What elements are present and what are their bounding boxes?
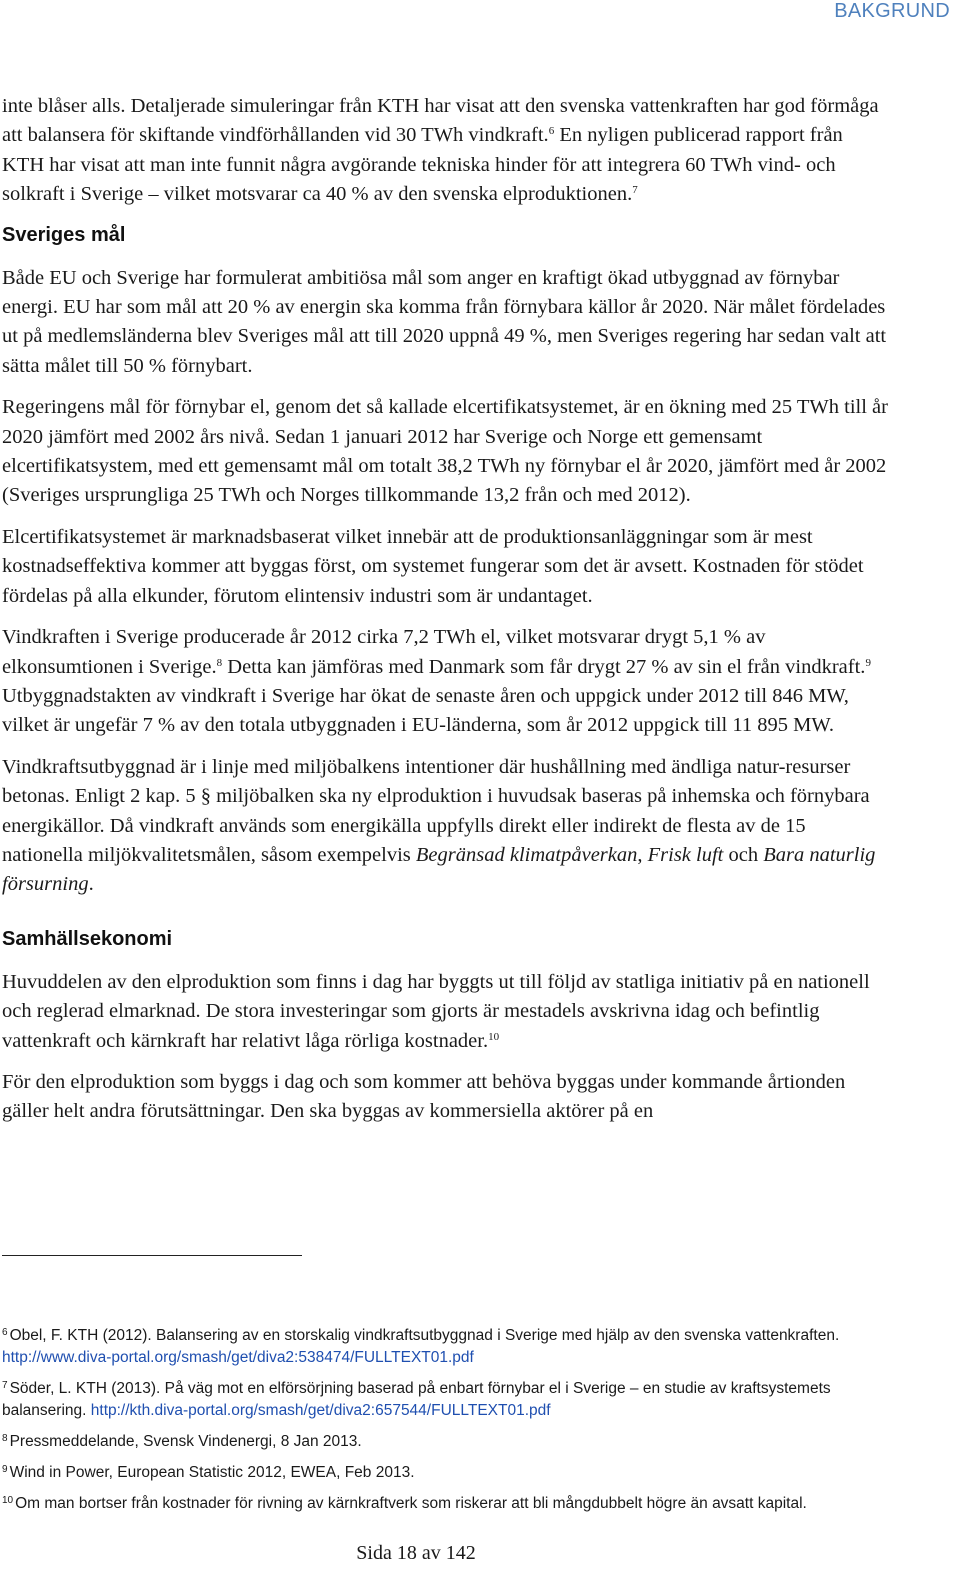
footnote-text: Söder, L. KTH (2013). På väg mot en elförsörjning baserad på enbart förnybar el i Sverige – en studie av kraftsystemets balansering. (2, 1380, 831, 1419)
wind-text-3: Utbyggnadstakten av vindkraft i Sverige har ökat de senaste åren och uppgick under 2012 till 846 MW, vilket är ungefär 7 % av den totala utbyggnaden i EU-länderna, som år 2012 uppgick till 11 895 MW. (2, 684, 849, 737)
footnote-divider (2, 1255, 302, 1256)
footnote-text: Om man bortser från kostnader för rivning av kärnkraftverk som riskerar att bli mångdubbelt högre än avsatt kapital. (15, 1495, 807, 1512)
footnote-number: 10 (2, 1495, 14, 1506)
footnote-ref-10[interactable]: 10 (488, 1030, 500, 1043)
intro-text-1: inte blåser alls. Detaljerade simuleringar från KTH har visat att den svenska vattenkraften har god förmåga att balansera för skiftande vindförhållanden vid 30 TWh vindkraft. (2, 95, 879, 147)
footnote-ref-9[interactable]: 9 (865, 656, 871, 669)
goal-separator-1: , (637, 843, 648, 866)
intro-text-2: En nyligen publicerad rapport från KTH har visat att man inte funnit några avgörande tekniska hinder för att integrera 60 TWh vind- och solkraft i Sverige – vilket motsvarar ca 40 % av den svenska elproduktionen. (2, 124, 843, 206)
goals-paragraph-1: Både EU och Sverige har formulerat ambitiösa mål som anger en kraftigt ökad utbyggnad av förnybar energi. EU har som mål att 20 % av energin ska komma från förnybara källor år 2020. När målet fördelades ut på medlemsländerna blev Sveriges mål att till 2020 uppnå 49 %, men Sveriges regering har sedan valt att sätta målet till 50 % förnybart. (2, 266, 887, 377)
goals-paragraph-4 (2, 623, 890, 741)
footnote-link[interactable]: http://www.diva-portal.org/smash/get/diva2:538474/FULLTEXT01.pdf (2, 1349, 474, 1366)
econ-paragraph-1 (2, 968, 890, 1056)
footnote-7 (2, 1375, 892, 1422)
footnote-6 (2, 1322, 892, 1369)
page-number: Sida 18 av 142 (356, 1542, 476, 1564)
wind-text-2: Detta kan jämföras med Danmark som får drygt 27 % av sin el från vindkraft. (222, 655, 866, 678)
goal-separator-2: och (723, 843, 764, 866)
footnote-number: 7 (2, 1380, 8, 1391)
main-content (2, 92, 890, 1139)
footnote-10 (2, 1490, 892, 1515)
footnotes (2, 1322, 892, 1521)
heading-samhallsekonomi: Samhällsekonomi (2, 927, 173, 950)
footnote-number: 6 (2, 1327, 8, 1338)
goal-frisk-luft: Frisk luft (647, 843, 724, 866)
econ-text-1: Huvuddelen av den elproduktion som finns i dag har byggts ut till följd av statliga initiativ på en nationell och reglerad elmarknad. De stora investeringar som gjorts är mestadels avskrivna idag och befintlig vattenkraft och kärnkraft har relativt låga rörliga kostnader. (2, 970, 870, 1052)
footnote-number: 8 (2, 1433, 8, 1444)
goal-forsurning: Bara naturlig försurning (2, 843, 876, 896)
footnote-link[interactable]: http://kth.diva-portal.org/smash/get/diva2:657544/FULLTEXT01.pdf (90, 1402, 551, 1419)
goals-paragraph-3: Elcertifikatsystemet är marknadsbaserat vilket innebär att de produktionsanläggningar som är mest kostnadseffektiva kommer att byggas först, om systemet fungerar som det är avsett. Kostnaden för stödet fördelas på alla elkunder, förutom elintensiv industri som är undantaget. (2, 525, 864, 607)
env-text: Vindkraftsutbyggnad är i linje med miljöbalkens intentioner där hushållning med ändliga natur-resurser betonas. Enligt 2 kap. 5 § miljöbalken ska ny elproduktion i huvudsak baseras på inhemska och förnybara energikällor. Då vindkraft används som energikälla uppfylls direkt eller indirekt de flesta av de 15 nationella miljökvalitetsmålen, såsom exempelvis (2, 755, 870, 866)
goals-paragraph-2: Regeringens mål för förnybar el, genom det så kallade elcertifikatsystemet, är en ökning med 25 TWh till år 2020 jämfört med 2002 års nivå. Sedan 1 januari 2012 har Sverige och Norge ett gemensamt elcertifikatsystem, med ett gemensamt mål om totalt 38,2 TWh ny förnybar el år 2020, jämfört med år 2002 (Sveriges ursprungliga 25 TWh och Norges tillkommande 13,2 från och med 2012). (2, 396, 888, 507)
footnote-ref-8[interactable]: 8 (216, 656, 223, 669)
footnote-ref-6[interactable]: 6 (548, 125, 555, 138)
footnote-text: Pressmeddelande, Svensk Vindenergi, 8 Jan 2013. (9, 1433, 362, 1450)
goal-begransad: Begränsad klimatpåverkan (415, 843, 638, 866)
footnote-ref-7[interactable]: 7 (632, 184, 638, 197)
econ-paragraph-2: För den elproduktion som byggs i dag och som kommer att behöva byggas under kommande årtionden gäller helt andra förutsättningar. Den ska byggas av kommersiella aktörer på en (2, 1070, 846, 1123)
footnote-9 (2, 1459, 892, 1484)
goals-paragraph-5 (2, 753, 890, 900)
heading-sveriges-mal: Sveriges mål (2, 223, 126, 246)
footnote-text: Obel, F. KTH (2012). Balansering av en storskalig vindkraftsutbyggnad i Sverige med hjälp av den svenska vattenkraften. (9, 1327, 840, 1344)
footnote-text: Wind in Power, European Statistic 2012, EWEA, Feb 2013. (9, 1464, 415, 1481)
section-header: BAKGRUND (834, 0, 950, 22)
footnote-number: 9 (2, 1464, 8, 1475)
footnote-8 (2, 1428, 892, 1453)
intro-paragraph (2, 92, 890, 210)
goal-end: . (88, 873, 94, 896)
wind-text-1: Vindkraften i Sverige producerade år 2012 cirka 7,2 TWh el, vilket motsvarar drygt 5,1 % av elkonsumtionen i Sverige. (2, 626, 766, 678)
